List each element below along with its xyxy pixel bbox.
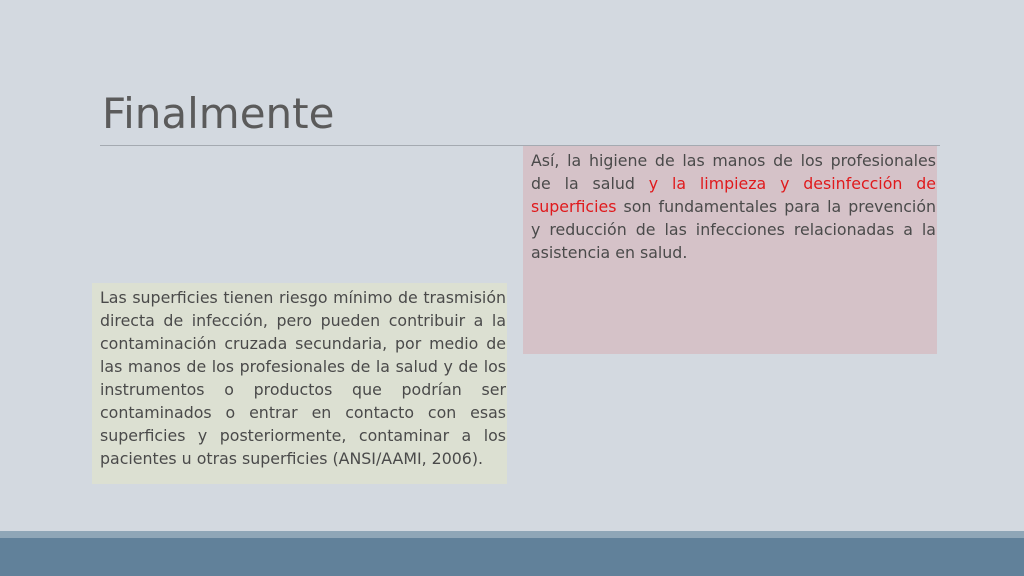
right-text-highlight: y la limpieza y desinfección de superficies [531, 174, 936, 216]
left-text-box [92, 283, 507, 484]
slide-title: Finalmente [102, 89, 335, 138]
right-text-intro: Así, la higiene de las manos de los profesionales de la salud [531, 151, 936, 193]
right-text-box [523, 146, 937, 354]
footer-band-accent [0, 531, 1024, 538]
right-text-conclusion: son fundamentales para la prevención y reducción de las infecciones relacionadas a la asistencia en salud. [531, 197, 936, 262]
left-text-body: Las superficies tienen riesgo mínimo de trasmisión directa de infección, pero pueden contribuir a la contaminación cruzada secundaria, por medio de las manos de los profesionales de la salud y de los instrumentos o productos que podrían ser contaminados o entrar en contacto con esas superficies y posteriormente, contaminar a los pacientes u otras superficies (ANSI/AAMI, 2006). [100, 288, 506, 468]
